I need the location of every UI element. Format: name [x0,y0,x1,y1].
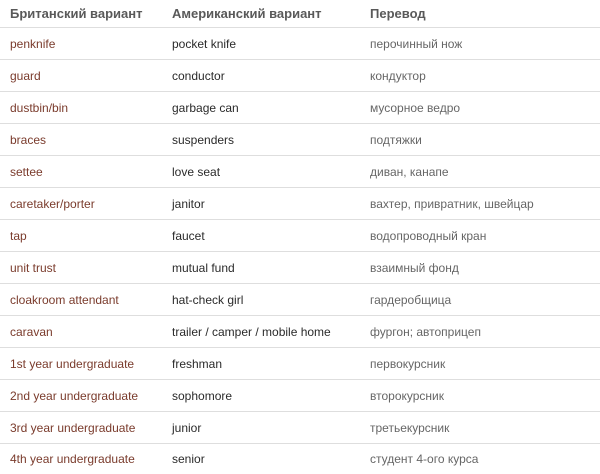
table-row [0,28,600,60]
translation: первокурсник [360,348,600,380]
translation: гардеробщица [360,284,600,316]
british-term: caretaker/porter [0,188,162,220]
british-term: penknife [0,28,162,60]
header-translation: Перевод [360,0,600,28]
american-term: sophomore [162,380,360,412]
american-term: conductor [162,60,360,92]
british-term: caravan [0,316,162,348]
british-term: braces [0,124,162,156]
table-row [0,444,600,474]
british-term: unit trust [0,252,162,284]
header-british: Британский вариант [0,0,162,28]
table-row [0,348,600,380]
table-body [0,28,600,474]
table-row [0,156,600,188]
american-term: junior [162,412,360,444]
british-term: 2nd year undergraduate [0,380,162,412]
translation: перочинный нож [360,28,600,60]
table-row [0,252,600,284]
table-row [0,284,600,316]
american-term: hat-check girl [162,284,360,316]
translation: фургон; автоприцеп [360,316,600,348]
table-header [0,0,600,28]
header-row [0,0,600,28]
table-row [0,188,600,220]
american-term: janitor [162,188,360,220]
table-row [0,92,600,124]
british-term: cloakroom attendant [0,284,162,316]
british-term: settee [0,156,162,188]
british-term: guard [0,60,162,92]
american-term: senior [162,444,360,474]
table-row [0,124,600,156]
translation: кондуктор [360,60,600,92]
table-row [0,380,600,412]
american-term: freshman [162,348,360,380]
british-term: dustbin/bin [0,92,162,124]
british-term: tap [0,220,162,252]
table-row [0,60,600,92]
translation: мусорное ведро [360,92,600,124]
table-row [0,220,600,252]
header-american: Американский вариант [162,0,360,28]
british-term: 1st year undergraduate [0,348,162,380]
american-term: pocket knife [162,28,360,60]
british-term: 4th year undergraduate [0,444,162,474]
american-term: faucet [162,220,360,252]
translation: водопроводный кран [360,220,600,252]
translation: подтяжки [360,124,600,156]
translation: второкурсник [360,380,600,412]
translation: вахтер, привратник, швейцар [360,188,600,220]
translation: студент 4-ого курса [360,444,600,474]
translation: взаимный фонд [360,252,600,284]
translation: диван, канапе [360,156,600,188]
american-term: love seat [162,156,360,188]
american-term: garbage can [162,92,360,124]
table-row [0,412,600,444]
table-row [0,316,600,348]
british-term: 3rd year undergraduate [0,412,162,444]
translation: третьекурсник [360,412,600,444]
american-term: trailer / camper / mobile home [162,316,360,348]
american-term: mutual fund [162,252,360,284]
american-term: suspenders [162,124,360,156]
